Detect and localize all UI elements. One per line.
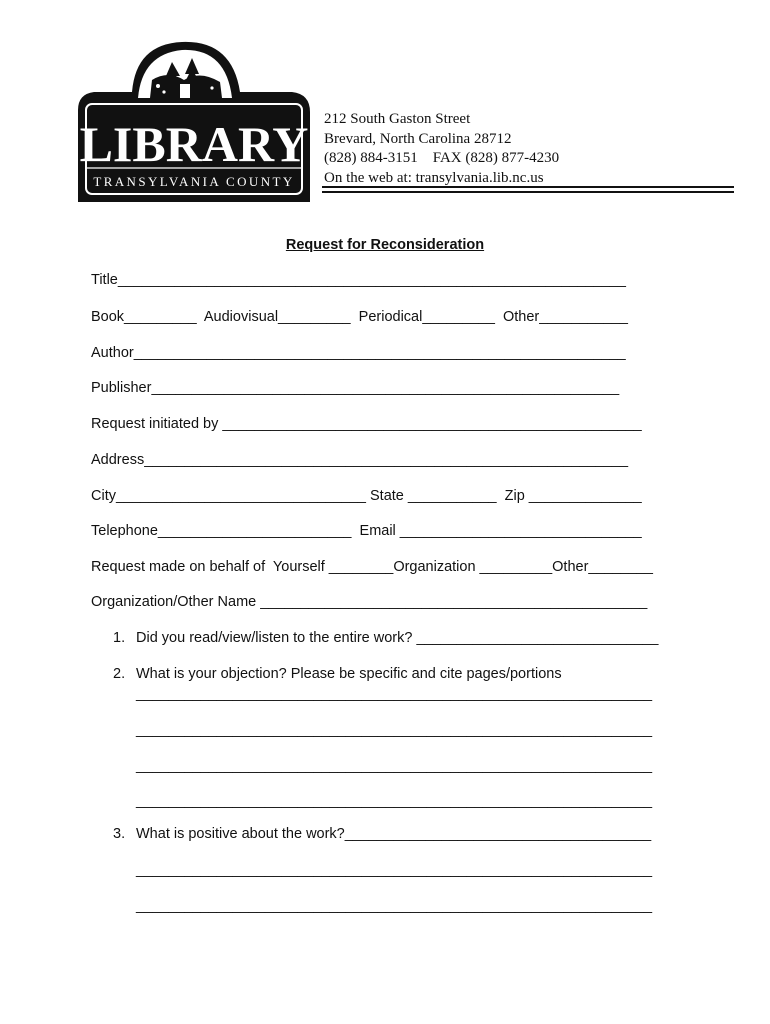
city-state-zip-fields[interactable]: City_______________________________ State ___________ Zip ______________ (91, 488, 642, 504)
material-type-fields[interactable]: Book_________ Audiovisual_________ Periodical_________ Other___________ (91, 309, 628, 325)
answer-line[interactable]: ________________________________________________________________ (136, 898, 653, 914)
address-city: Brevard, North Carolina 28712 (324, 130, 512, 147)
address-phone-fax: (828) 884-3151 FAX (828) 877-4230 (324, 150, 560, 166)
answer-line[interactable]: ________________________________________________________________ (136, 686, 653, 702)
address-web: On the web at: transylvania.lib.nc.us (324, 169, 544, 186)
answer-line[interactable]: ________________________________________________________________ (136, 722, 653, 738)
question-3[interactable]: What is positive about the work?______________________________________ (136, 826, 652, 842)
author-field[interactable]: Author_____________________________________________________________ (91, 345, 626, 361)
question-1-number: 1. (113, 630, 126, 646)
question-3-number: 3. (113, 826, 126, 842)
answer-line[interactable]: ________________________________________________________________ (136, 758, 653, 774)
initiated-by-field[interactable]: Request initiated by ____________________________________________________ (91, 416, 642, 432)
question-1[interactable]: Did you read/view/listen to the entire work? ______________________________ (136, 630, 659, 646)
logo-subtitle: TRANSYLVANIA COUNTY (93, 174, 295, 189)
address-street: 212 South Gaston Street (324, 111, 471, 127)
form-title: Request for Reconsideration (285, 237, 485, 253)
logo-text: LIBRARY (79, 116, 309, 172)
question-2: What is your objection? Please be specific and cite pages/portions (136, 666, 562, 682)
answer-line[interactable]: ________________________________________________________________ (136, 793, 653, 809)
library-logo (72, 40, 312, 202)
answer-line[interactable]: ________________________________________________________________ (136, 862, 653, 878)
question-2-number: 2. (113, 666, 126, 682)
org-name-field[interactable]: Organization/Other Name ________________________________________________ (91, 594, 648, 610)
title-field[interactable]: Title_______________________________________________________________ (91, 272, 626, 288)
phone-email-fields[interactable]: Telephone________________________ Email ______________________________ (91, 523, 642, 539)
publisher-field[interactable]: Publisher__________________________________________________________ (91, 380, 620, 396)
header-divider (322, 186, 734, 193)
address-field[interactable]: Address____________________________________________________________ (91, 452, 629, 468)
library-address (324, 110, 559, 188)
behalf-fields[interactable]: Request made on behalf of Yourself ________Organization _________Other________ (91, 559, 653, 575)
